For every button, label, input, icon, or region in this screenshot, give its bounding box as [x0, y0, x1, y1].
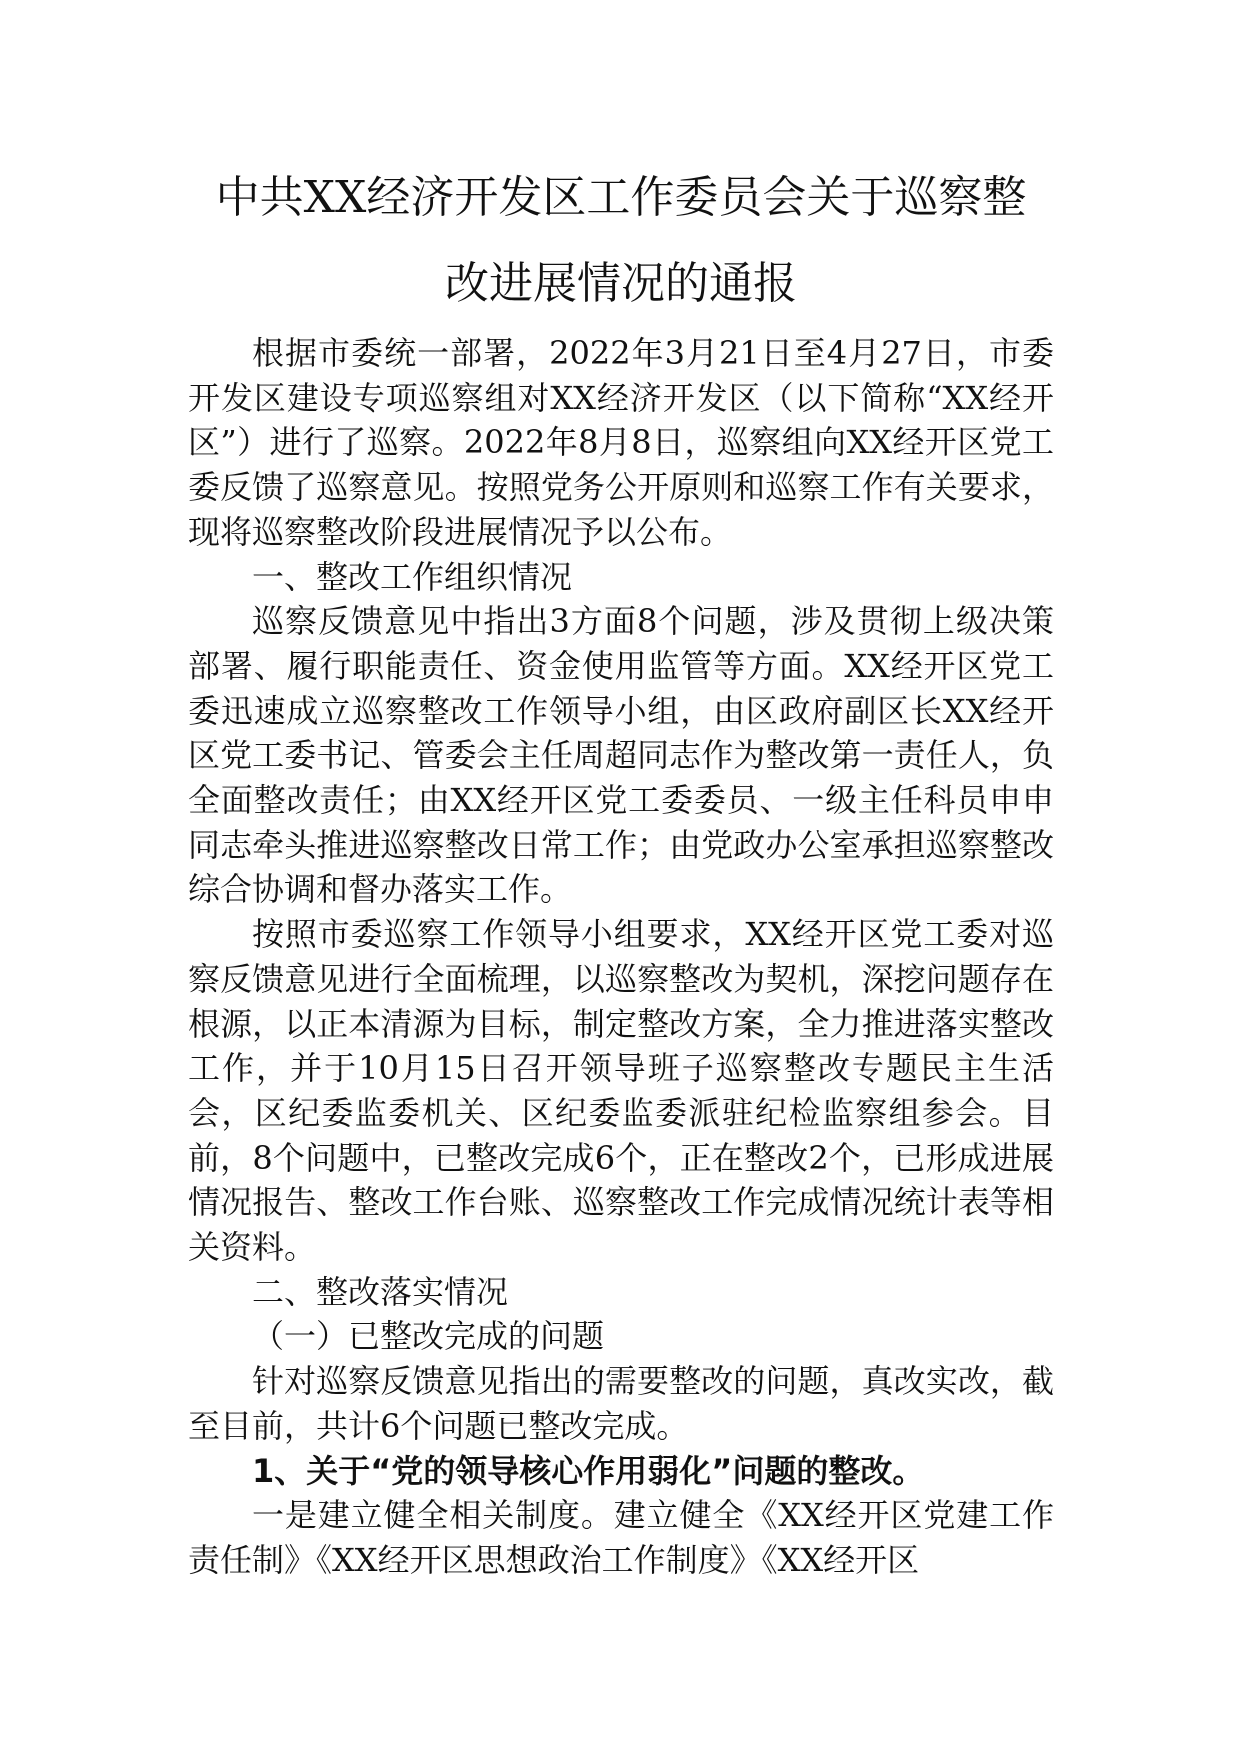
- paragraph-progress: 按照市委巡察工作领导小组要求，XX经开区党工委对巡察反馈意见进行全面梳理，以巡察整改为契机，深挖问题存在根源，以正本清源为目标，制定整改方案，全力推进落实整改工作，并于10月15日召开领导班子巡察整改专题民主生活会，区纪委监委机关、区纪委监委派驻纪检监察组参会。目前，8个问题中，已整改完成6个，正在整改2个，已形成进展情况报告、整改工作台账、巡察整改工作完成情况统计表等相关资料。: [188, 915, 1054, 1267]
- paragraph-completed: 针对巡察反馈意见指出的需要整改的问题，真改实改，截至目前，共计6个问题已整改完成。: [188, 1362, 1054, 1445]
- paragraph-organization: 巡察反馈意见中指出3方面8个问题，涉及贯彻上级决策部署、履行职能责任、资金使用监管等方面。XX经开区党工委迅速成立巡察整改工作领导小组，由区政府副区长XX经开区党工委书记、管委会主任周超同志作为整改第一责任人，负全面整改责任；由XX经开区党工委委员、一级主任科员申申同志牵头推进巡察整改日常工作；由党政办公室承担巡察整改综合协调和督办落实工作。: [188, 602, 1054, 909]
- document-page: [188, 155, 1054, 1583]
- document-title: [188, 155, 1054, 327]
- document-body: [188, 331, 1054, 1583]
- title-line-2: 改进展情况的通报: [445, 258, 797, 309]
- title-line-1: 中共XX经济开发区工作委员会关于巡察整: [215, 172, 1027, 223]
- paragraph-intro: 根据市委统一部署，2022年3月21日至4月27日，市委开发区建设专项巡察组对XX经济开发区（以下简称“XX经开区”）进行了巡察。2022年8月8日，巡察组向XX经开区党工委反馈了巡察意见。按照党务公开原则和巡察工作有关要求，现将巡察整改阶段进展情况予以公布。: [188, 334, 1054, 551]
- paragraph-systems: 一是建立健全相关制度。建立健全《XX经开区党建工作责任制》《XX经开区思想政治工作制度》《XX经开区: [188, 1496, 1054, 1579]
- section-heading-2: 二、整改落实情况: [252, 1272, 509, 1311]
- item-heading-1: 1、关于“党的领导核心作用弱化”问题的整改。: [252, 1451, 925, 1490]
- section-heading-1: 一、整改工作组织情况: [252, 557, 573, 596]
- subsection-heading-1: （一）已整改完成的问题: [252, 1317, 605, 1356]
